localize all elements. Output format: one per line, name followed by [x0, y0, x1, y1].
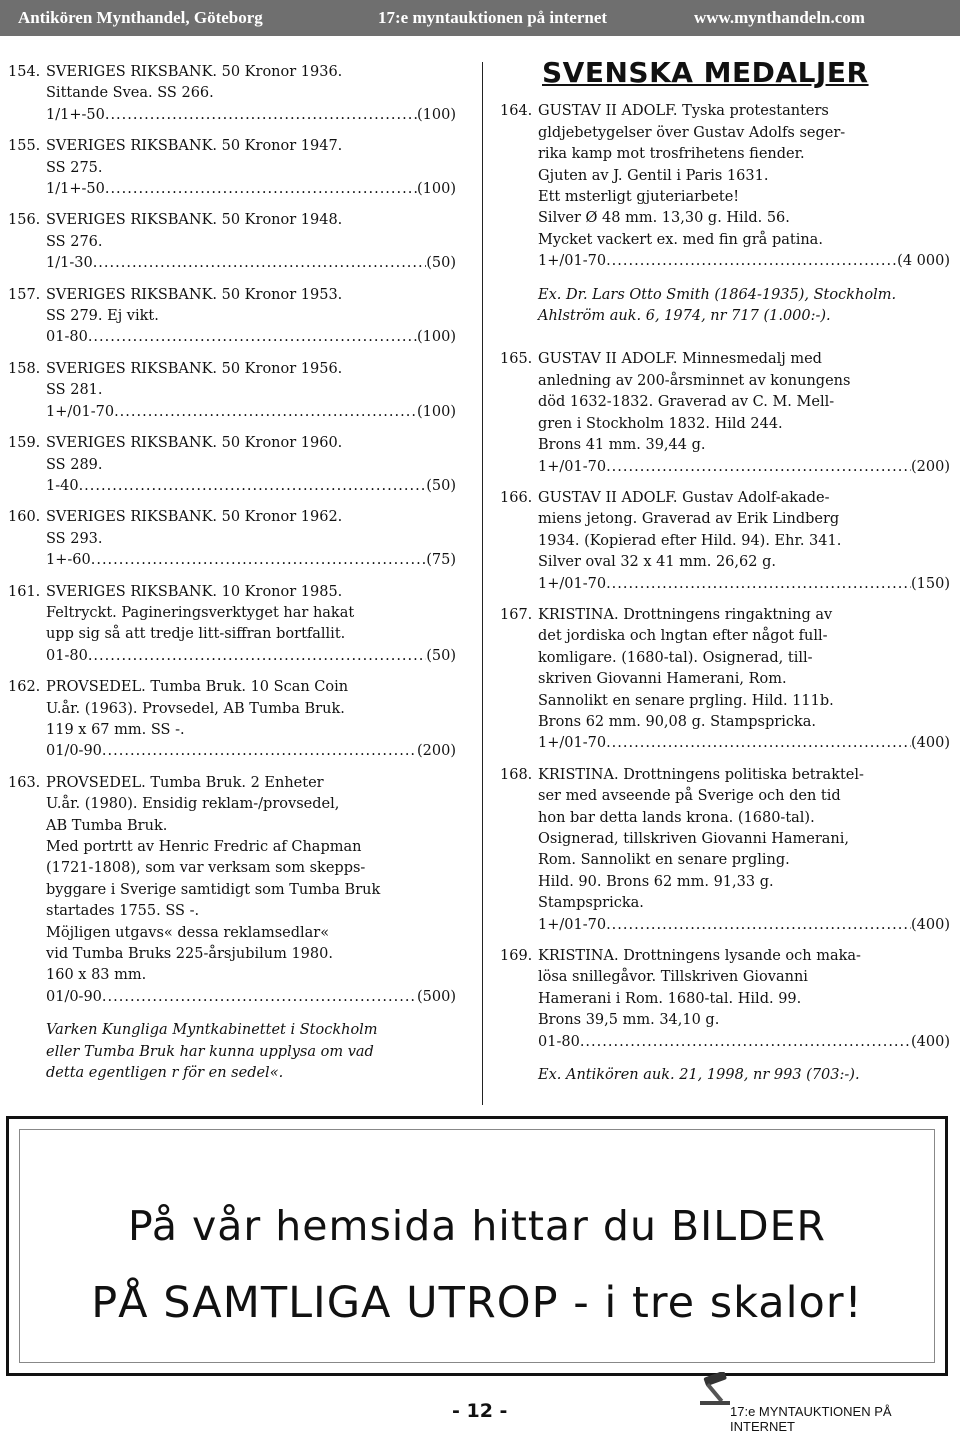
lot-description-line: SS 293. [46, 530, 103, 547]
lot-grade-price-row [46, 253, 456, 274]
lot-description-line: U.år. (1963). Provsedel, AB Tumba Bruk. [46, 700, 345, 717]
page-number: - 12 - [452, 1400, 508, 1422]
lot-entry [8, 773, 456, 1008]
lot-grade: 1/1+-50 [46, 106, 105, 123]
dot-leader [606, 574, 911, 595]
lot-description-line: SVERIGES RIKSBANK. 50 Kronor 1936. [46, 64, 343, 80]
lot-description-line: SVERIGES RIKSBANK. 50 Kronor 1960. [46, 435, 343, 452]
lot-entry [500, 349, 950, 477]
lot-grade-price-row [46, 179, 456, 200]
lot-number: 164. [500, 103, 533, 120]
lot-description-line: Silver Ø 48 mm. 13,30 g. Hild. 56. [538, 210, 790, 227]
lot-grade: 1/1+-50 [46, 181, 105, 198]
dot-leader [102, 741, 417, 762]
lot-grade: 1+/01-70 [538, 575, 607, 592]
lot-entry [500, 101, 950, 272]
lot-description-line: Möjligen utgavs« dessa reklamsedlar« [46, 924, 330, 941]
lot-entry [8, 210, 456, 274]
lot-grade-price-row [46, 550, 456, 571]
lot-entry [8, 433, 456, 497]
provenance-line: Ex. Dr. Lars Otto Smith (1864-1935), Stockholm. [538, 286, 897, 303]
provenance-line: Ahlström auk. 6, 1974, nr 717 (1.000:-). [538, 308, 831, 325]
lot-number: 159. [8, 435, 41, 452]
lot-grade-price-row [538, 457, 950, 478]
lot-grade: 1+/01-70 [538, 916, 607, 933]
lot-description-line: hon bar detta lands krona. (1680-tal). [538, 809, 815, 826]
lot-estimate: (100) [417, 329, 456, 346]
lot-description-line: SVERIGES RIKSBANK. 50 Kronor 1962. [46, 509, 343, 526]
lot-estimate: (500) [417, 988, 456, 1005]
lot-description-line: byggare i Sverige samtidigt som Tumba Bruk [46, 881, 381, 898]
dot-leader [580, 1032, 911, 1053]
dot-leader [88, 646, 426, 667]
lot-description-line: skriven Giovanni Hamerani, Rom. [538, 671, 787, 688]
lot-entry [8, 677, 456, 763]
lot-number: 157. [8, 286, 41, 303]
lot-description-line: 119 x 67 mm. SS -. [46, 721, 185, 738]
lot-number: 162. [8, 679, 41, 696]
lot-number: 166. [500, 489, 533, 506]
lot-description-line: GUSTAV II ADOLF. Gustav Adolf-akade- [538, 489, 830, 506]
lot-description-line: Stampspricka. [538, 895, 644, 912]
lot-number: 154. [8, 64, 41, 80]
lot-provenance-note [538, 285, 950, 328]
medal-lot-list [500, 101, 950, 1086]
lot-description-line: Brons 41 mm. 39,44 g. [538, 437, 706, 454]
lot-description-line: Osignerad, tillskriven Giovanni Hamerani, [538, 831, 849, 847]
lot-estimate: (50) [426, 477, 456, 494]
lot-grade: 01-80 [538, 1033, 580, 1050]
lot-number: 158. [8, 360, 41, 377]
dot-leader [91, 550, 427, 571]
lot-description-line: Feltryckt. Pagineringsverktyget har hakat [46, 604, 355, 621]
lot-number: 161. [8, 583, 41, 600]
lot-description-line: rika kamp mot trosfrihetens fiender. [538, 146, 805, 163]
note-line: eller Tumba Bruk har kunna upplysa om vad [46, 1043, 374, 1060]
lot-grade: 01/0-90 [46, 743, 102, 760]
lot-description-line: Silver oval 32 x 41 mm. 26,62 g. [538, 554, 776, 571]
lot-description-line: ser med avseende på Sverige och den tid [538, 788, 841, 805]
lot-grade: 1+/01-70 [538, 253, 607, 270]
lot-description-line: (1721-1808), som var verksam som skepps- [46, 860, 366, 877]
lot-estimate: (400) [911, 916, 950, 933]
lot-number: 155. [8, 138, 41, 155]
lot-grade: 1+-60 [46, 552, 91, 569]
lot-entry [8, 359, 456, 423]
lot-entry [8, 285, 456, 349]
lot-grade-price-row [46, 327, 456, 348]
lot-number: 167. [500, 606, 533, 623]
lot-description-line: 160 x 83 mm. [46, 967, 147, 984]
lot-description-line: KRISTINA. Drottningens politiska betraktel- [538, 766, 864, 783]
lot-grade: 1-40 [46, 477, 79, 494]
lot-description-line: AB Tumba Bruk. [46, 817, 168, 834]
lot-estimate: (100) [417, 403, 456, 420]
lot-grade: 01/0-90 [46, 988, 102, 1005]
lot-description-line: SVERIGES RIKSBANK. 50 Kronor 1956. [46, 360, 343, 377]
lot-grade: 1+/01-70 [538, 458, 607, 475]
lot-entry [8, 582, 456, 668]
lot-description-line: SVERIGES RIKSBANK. 50 Kronor 1953. [46, 286, 343, 303]
lot-description-line: SVERIGES RIKSBANK. 50 Kronor 1948. [46, 212, 343, 229]
lot-number: 160. [8, 509, 41, 526]
lot-description-line: upp sig så att tredje litt-siffran bortfallit. [46, 626, 346, 643]
lot-estimate: (100) [417, 181, 456, 198]
dot-leader [102, 987, 417, 1008]
lot-provenance-note [538, 1065, 950, 1086]
promo-banner-frame [19, 1129, 935, 1363]
lot-entry [500, 946, 950, 1053]
lot-entry [8, 136, 456, 200]
lot-description-line: GUSTAV II ADOLF. Minnesmedalj med [538, 351, 822, 368]
footer-label: 17:e MYNTAUKTIONEN PÅ INTERNET [730, 1404, 892, 1434]
lot-description-line: Ett msterligt gjuteriarbete! [538, 189, 740, 206]
auction-gavel-icon [698, 1372, 742, 1406]
lot-grade-price-row [538, 1032, 950, 1053]
lot-grade-price-row [538, 251, 950, 272]
header-auction-title: 17:e myntauktionen på internet [378, 8, 608, 27]
header-website-link[interactable]: www.mynthandeln.com [694, 8, 865, 27]
lot-number: 165. [500, 351, 533, 368]
left-column-note [46, 1020, 456, 1084]
lot-description-line: SS 281. [46, 382, 103, 399]
lot-description-line: U.år. (1980). Ensidig reklam-/provsedel, [46, 796, 340, 813]
lot-description-line: Mycket vackert ex. med fin grå patina. [538, 231, 823, 248]
dot-leader [114, 402, 417, 423]
lot-description-line: lösa snillegåvor. Tillskriven Giovanni [538, 969, 808, 986]
column-divider [482, 62, 483, 1105]
lot-description-line: miens jetong. Graverad av Erik Lindberg [538, 511, 840, 528]
lot-description-line: Brons 62 mm. 90,08 g. Stampspricka. [538, 713, 816, 730]
lot-grade: 01-80 [46, 329, 88, 346]
lot-description-line: anledning av 200-årsminnet av konungens [538, 372, 851, 389]
lot-description-line: Hamerani i Rom. 1680-tal. Hild. 99. [538, 990, 802, 1007]
lot-description-line: Hild. 90. Brons 62 mm. 91,33 g. [538, 873, 774, 890]
lot-entry [8, 507, 456, 571]
lot-grade-price-row [46, 402, 456, 423]
right-column-lots [500, 56, 950, 1108]
lot-estimate: (150) [911, 575, 950, 592]
lot-grade: 1+/01-70 [538, 735, 607, 752]
note-line: Varken Kungliga Myntkabinettet i Stockholm [46, 1022, 378, 1039]
lot-description-line: död 1632-1832. Graverad av C. M. Mell- [538, 394, 835, 411]
promo-banner [6, 1116, 948, 1376]
lot-number: 169. [500, 948, 533, 965]
lot-description-line: gren i Stockholm 1832. Hild 244. [538, 415, 783, 432]
lot-description-line: PROVSEDEL. Tumba Bruk. 2 Enheter [46, 774, 324, 791]
lot-grade-price-row [46, 987, 456, 1008]
dot-leader [105, 105, 417, 126]
dot-leader [606, 915, 911, 936]
lot-grade: 1/1-30 [46, 255, 93, 272]
lot-description-line: startades 1755. SS -. [46, 903, 200, 920]
dot-leader [606, 457, 911, 478]
lot-description-line: det jordiska och lngtan efter något full- [538, 628, 828, 645]
lot-estimate: (4 000) [897, 253, 950, 270]
lot-description-line: SS 275. [46, 159, 103, 176]
lot-description-line: komligare. (1680-tal). Osignerad, till- [538, 649, 813, 666]
lot-grade-price-row [46, 646, 456, 667]
lot-description-line: SS 279. Ej vikt. [46, 308, 159, 325]
lot-grade-price-row [538, 574, 950, 595]
lot-description-line: KRISTINA. Drottningens lysande och maka- [538, 948, 861, 965]
lot-grade-price-row [46, 741, 456, 762]
lot-description-line: Sittande Svea. SS 266. [46, 85, 214, 102]
lot-estimate: (50) [426, 255, 456, 272]
lot-description-line: GUSTAV II ADOLF. Tyska protestanters [538, 103, 829, 120]
lot-description-line: gldjebetygelser över Gustav Adolfs seger- [538, 124, 846, 141]
lot-description-line: KRISTINA. Drottningens ringaktning av [538, 606, 833, 623]
lot-entry [8, 62, 456, 126]
lot-description-line: SVERIGES RIKSBANK. 10 Kronor 1985. [46, 583, 343, 600]
dot-leader [606, 733, 911, 754]
lot-grade: 1+/01-70 [46, 403, 115, 420]
lot-description-line: SVERIGES RIKSBANK. 50 Kronor 1947. [46, 138, 343, 155]
lot-description-line: vid Tumba Bruks 225-årsjubilum 1980. [46, 946, 333, 963]
lot-grade-price-row [46, 105, 456, 126]
lot-description-line: PROVSEDEL. Tumba Bruk. 10 Scan Coin [46, 679, 349, 696]
dot-leader [105, 179, 417, 200]
lot-grade-price-row [538, 915, 950, 936]
dot-leader [79, 476, 427, 497]
lot-grade: 01-80 [46, 647, 88, 664]
header-shop-name: Antikören Mynthandel, Göteborg [18, 8, 263, 27]
lot-description-line: SS 276. [46, 233, 103, 250]
page-header [0, 0, 960, 36]
lot-entry [500, 488, 950, 595]
lot-description-line: Rom. Sannolikt en senare prgling. [538, 852, 790, 869]
provenance-line: Ex. Antikören auk. 21, 1998, nr 993 (703:-). [538, 1067, 860, 1084]
lot-estimate: (400) [911, 735, 950, 752]
lot-grade-price-row [538, 733, 950, 754]
left-column-lots [8, 62, 456, 1106]
lot-estimate: (200) [417, 743, 456, 760]
section-title-medals: SVENSKA MEDALJER [542, 56, 869, 89]
lot-entry [500, 765, 950, 936]
lot-description-line: 1934. (Kopierad efter Hild. 94). Ehr. 341. [538, 532, 842, 549]
lot-estimate: (50) [426, 647, 456, 664]
lot-description-line: Med portrtt av Henric Fredric af Chapman [46, 839, 362, 855]
lot-estimate: (400) [911, 1033, 950, 1050]
lot-estimate: (75) [426, 552, 456, 569]
dot-leader [606, 251, 897, 272]
lot-description-line: Brons 39,5 mm. 34,10 g. [538, 1012, 720, 1029]
dot-leader [88, 327, 417, 348]
lot-estimate: (100) [417, 106, 456, 123]
lot-number: 156. [8, 212, 41, 229]
promo-banner-line-1: På vår hemsida hittar du BILDER [127, 1202, 826, 1250]
lot-description-line: SS 289. [46, 456, 103, 473]
lot-number: 163. [8, 774, 41, 791]
dot-leader [93, 253, 427, 274]
lot-entry [500, 605, 950, 755]
promo-banner-line-2: PÅ SAMTLIGA UTROP - i tre skalor! [91, 1278, 863, 1328]
lot-description-line: Gjuten av J. Gentil i Paris 1631. [538, 167, 769, 184]
lot-number: 168. [500, 766, 533, 783]
lot-estimate: (200) [911, 458, 950, 475]
lot-description-line: Sannolikt en senare prgling. Hild. 111b. [538, 692, 834, 709]
lot-grade-price-row [46, 476, 456, 497]
note-line: detta egentligen r för en sedel«. [46, 1065, 284, 1082]
